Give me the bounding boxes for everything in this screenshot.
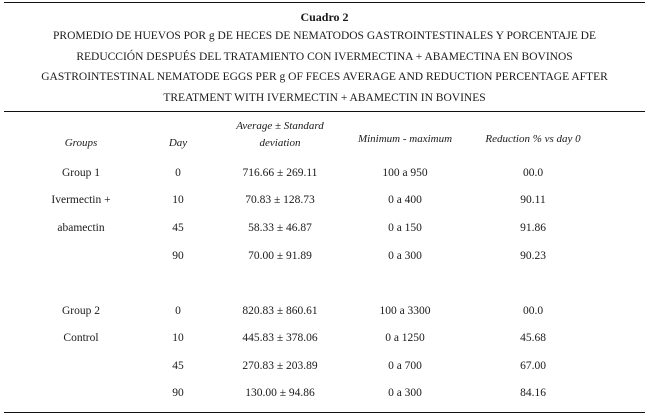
bottom-rule bbox=[4, 412, 645, 413]
row-3-day: 45 bbox=[172, 222, 184, 234]
row-5-average: 820.83 ± 860.61 bbox=[242, 305, 318, 317]
row-2-group: Ivermectin + bbox=[51, 194, 111, 206]
row-8-day: 90 bbox=[172, 387, 184, 399]
row-3-group: abamectin bbox=[57, 222, 105, 234]
row-7-reduction: 67.00 bbox=[520, 360, 546, 372]
row-5-minmax: 100 a 3300 bbox=[379, 305, 431, 317]
row-1-average: 716.66 ± 269.11 bbox=[242, 167, 318, 179]
header-day: Day bbox=[168, 137, 188, 149]
row-7-average: 270.83 ± 203.89 bbox=[242, 360, 318, 372]
row-4-minmax: 0 a 300 bbox=[388, 250, 422, 262]
row-6-average: 445.83 ± 378.06 bbox=[242, 332, 318, 344]
row-5-day: 0 bbox=[175, 305, 181, 317]
header-minmax: Minimum - maximum bbox=[357, 133, 453, 145]
caption-english-line-1: GASTROINTESTINAL NEMATODE EGGS PER g OF FECES AVERAGE AND REDUCTION PERCENTAGE AFTER bbox=[41, 71, 608, 83]
row-2-minmax: 0 a 400 bbox=[388, 194, 422, 206]
caption-spanish-line-2: REDUCCIÓN DESPUÉS DEL TRATAMIENTO CON IVERMECTINA + ABAMECTINA EN BOVINOS bbox=[76, 51, 573, 63]
row-5-group: Group 2 bbox=[61, 305, 100, 317]
top-rule bbox=[4, 2, 645, 3]
row-3-reduction: 91.86 bbox=[520, 222, 546, 234]
row-1-reduction: 00.0 bbox=[522, 167, 544, 179]
row-2-reduction: 90.11 bbox=[520, 194, 546, 206]
header-reduction: Reduction % vs day 0 bbox=[485, 133, 581, 145]
row-6-day: 10 bbox=[172, 332, 184, 344]
header-average-line-2: deviation bbox=[259, 137, 301, 149]
row-6-group: Control bbox=[63, 332, 99, 344]
row-3-average: 58.33 ± 46.87 bbox=[248, 222, 312, 234]
row-8-average: 130.00 ± 94.86 bbox=[245, 387, 315, 399]
row-8-minmax: 0 a 300 bbox=[388, 387, 422, 399]
row-7-day: 45 bbox=[172, 360, 184, 372]
row-1-minmax: 100 a 950 bbox=[382, 167, 428, 179]
caption-english-line-2: TREATMENT WITH IVERMECTIN + ABAMECTIN IN BOVINES bbox=[163, 92, 486, 104]
row-4-average: 70.00 ± 91.89 bbox=[248, 250, 312, 262]
row-3-minmax: 0 a 150 bbox=[388, 222, 422, 234]
row-2-day: 10 bbox=[172, 194, 184, 206]
header-rule bbox=[4, 111, 645, 112]
header-average-line-1: Average ± Standard bbox=[236, 120, 324, 132]
table-number: Cuadro 2 bbox=[300, 10, 349, 24]
row-7-minmax: 0 a 700 bbox=[388, 360, 422, 372]
caption-spanish-line-1: PROMEDIO DE HUEVOS POR g DE HECES DE NEMATODOS GASTROINTESTINALES Y PORCENTAJE DE bbox=[53, 30, 596, 42]
row-4-day: 90 bbox=[172, 250, 184, 262]
row-6-minmax: 0 a 1250 bbox=[385, 332, 425, 344]
header-groups: Groups bbox=[64, 137, 98, 149]
row-4-reduction: 90.23 bbox=[520, 250, 546, 262]
row-8-reduction: 84.16 bbox=[520, 387, 546, 399]
row-5-reduction: 00.0 bbox=[522, 305, 544, 317]
row-6-reduction: 45.68 bbox=[520, 332, 546, 344]
row-1-day: 0 bbox=[175, 167, 181, 179]
row-1-group: Group 1 bbox=[61, 167, 100, 179]
row-2-average: 70.83 ± 128.73 bbox=[245, 194, 315, 206]
